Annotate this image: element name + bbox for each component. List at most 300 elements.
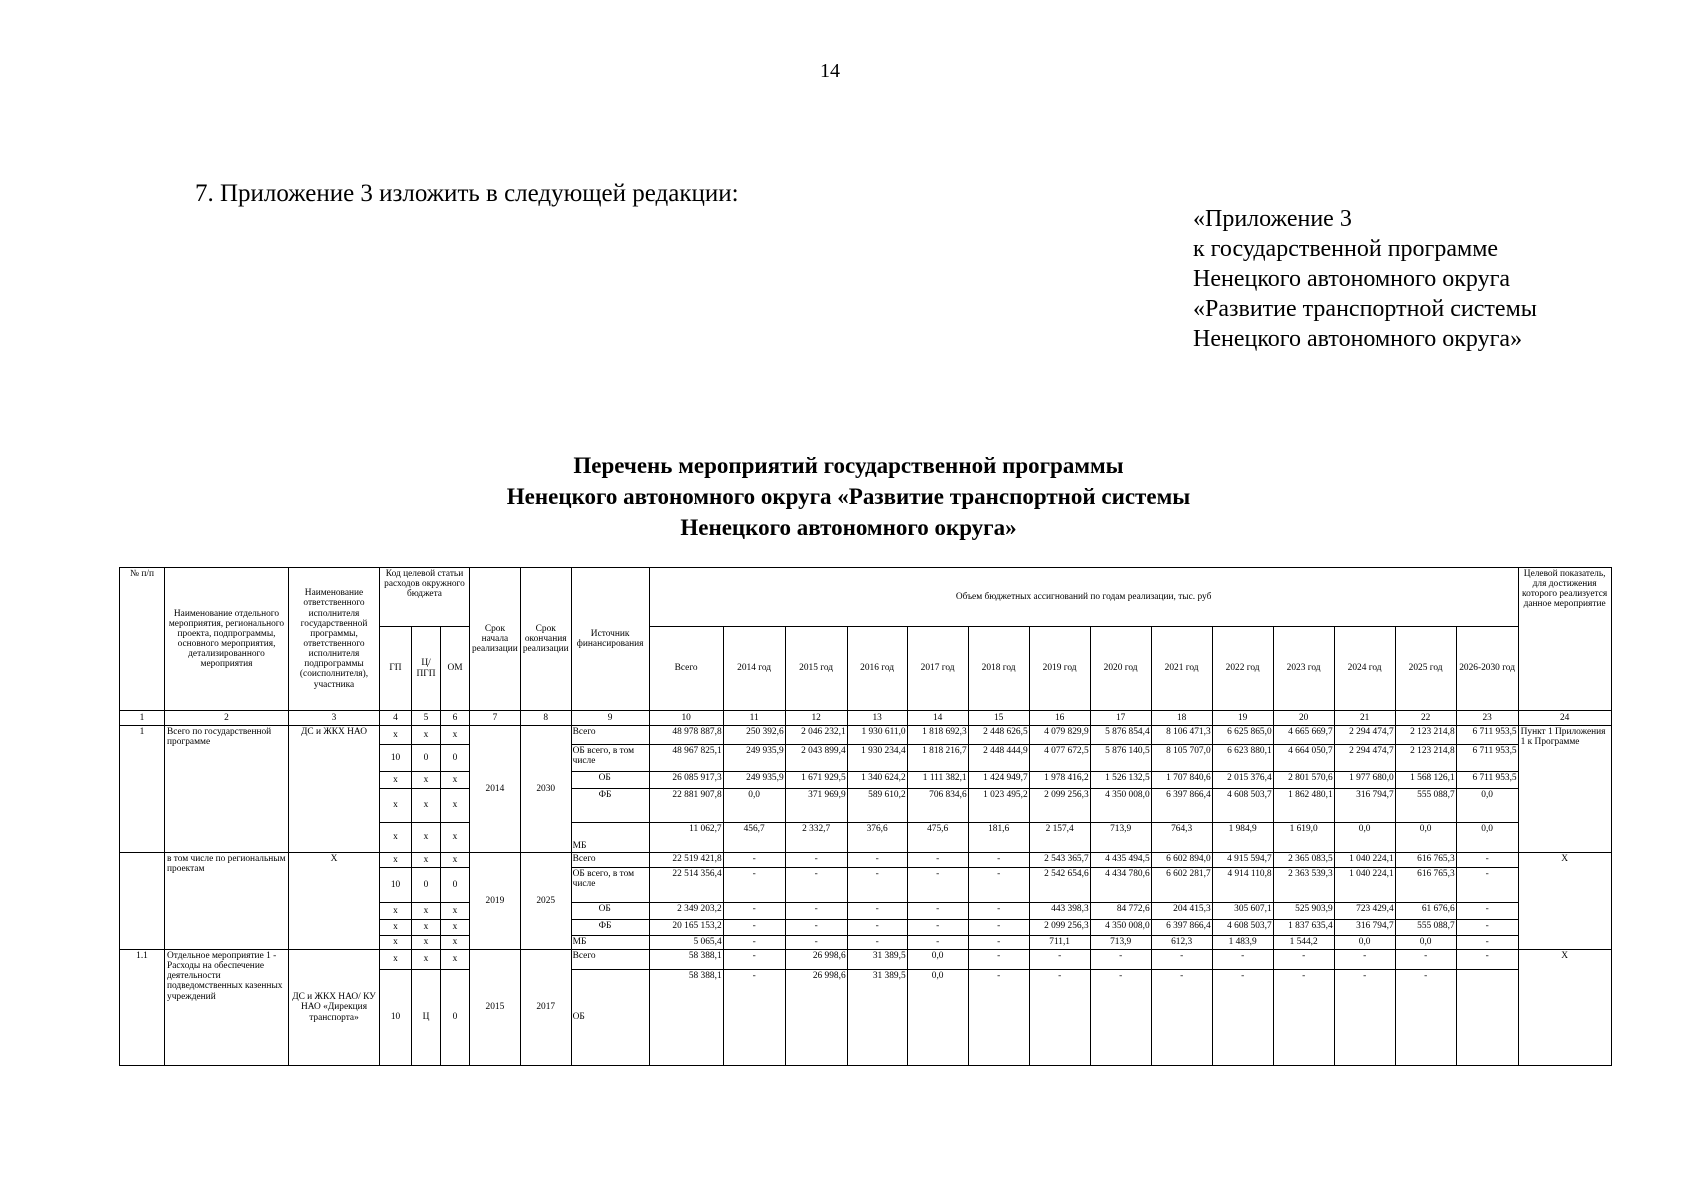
total-value-cell: 58 388,1 bbox=[649, 970, 723, 1066]
row-number-cell bbox=[120, 853, 165, 950]
code-gp-cell: 10 bbox=[380, 970, 412, 1066]
year-value-cell: 0,0 bbox=[907, 970, 968, 1066]
year-value-cell: - bbox=[1151, 970, 1212, 1066]
year-value-cell: - bbox=[968, 950, 1029, 970]
funding-source-cell bbox=[571, 868, 649, 903]
year-value-cell: 764,3 bbox=[1151, 823, 1212, 853]
code-cgp-cell: x bbox=[412, 950, 441, 970]
code-om-cell: x bbox=[441, 789, 470, 823]
year-value-cell: - bbox=[1273, 970, 1334, 1066]
year-value-cell: 0,0 bbox=[723, 789, 785, 823]
year-value-cell: 616 765,3 bbox=[1395, 853, 1456, 868]
year-value-cell: 305 607,1 bbox=[1212, 903, 1273, 920]
total-value-cell: 22 881 907,8 bbox=[649, 789, 723, 823]
column-number-cell: 8 bbox=[520, 711, 571, 726]
year-value-cell: - bbox=[1273, 950, 1334, 970]
header-start: Срок начала реализации bbox=[470, 568, 521, 711]
code-cgp-cell: x bbox=[412, 903, 441, 920]
year-value-cell: 2 542 654,6 bbox=[1029, 868, 1090, 903]
year-value-cell: - bbox=[968, 936, 1029, 950]
column-number-cell: 21 bbox=[1334, 711, 1395, 726]
year-value-cell: 1 040 224,1 bbox=[1334, 853, 1395, 868]
header-year: 2020 год bbox=[1090, 627, 1151, 711]
end-year-cell: 2017 bbox=[520, 950, 571, 1066]
funding-source-cell bbox=[571, 853, 649, 868]
header-year: 2025 год bbox=[1395, 627, 1456, 711]
year-value-cell: 4 434 780,6 bbox=[1090, 868, 1151, 903]
header-year: 2019 год bbox=[1029, 627, 1090, 711]
year-value-cell: 2 294 474,7 bbox=[1334, 745, 1395, 772]
year-value-cell: 1 930 611,0 bbox=[847, 726, 907, 745]
total-value-cell: 58 388,1 bbox=[649, 950, 723, 970]
year-value-cell: - bbox=[847, 903, 907, 920]
year-value-cell: - bbox=[968, 920, 1029, 936]
code-gp-cell: x bbox=[380, 920, 412, 936]
year-value-cell: - bbox=[1395, 970, 1456, 1066]
year-value-cell: - bbox=[847, 920, 907, 936]
year-value-cell: 1 568 126,1 bbox=[1395, 772, 1456, 789]
year-value-cell: 0,0 bbox=[907, 950, 968, 970]
code-cgp-cell: x bbox=[412, 823, 441, 853]
column-number-cell: 19 bbox=[1212, 711, 1273, 726]
total-value-cell: 26 085 917,3 bbox=[649, 772, 723, 789]
column-number-cell: 2 bbox=[165, 711, 289, 726]
year-value-cell: - bbox=[785, 920, 847, 936]
year-value-cell: 2 157,4 bbox=[1029, 823, 1090, 853]
year-value-cell: 6 602 281,7 bbox=[1151, 868, 1212, 903]
header-code: Код целевой статьи расходов окружного бюджета bbox=[380, 568, 470, 627]
column-number-cell: 3 bbox=[289, 711, 380, 726]
total-value-cell: 48 978 887,8 bbox=[649, 726, 723, 745]
total-value-cell: 2 349 203,2 bbox=[649, 903, 723, 920]
header-row bbox=[120, 568, 1612, 627]
total-value-cell: 22 519 421,8 bbox=[649, 853, 723, 868]
year-value-cell: - bbox=[1395, 950, 1456, 970]
code-gp-cell: x bbox=[380, 950, 412, 970]
header-gp: ГП bbox=[380, 627, 412, 711]
year-value-cell: - bbox=[847, 853, 907, 868]
column-number-cell: 17 bbox=[1090, 711, 1151, 726]
year-value-cell: 2 365 083,5 bbox=[1273, 853, 1334, 868]
year-value-cell: - bbox=[785, 903, 847, 920]
funding-source-label: ФБ bbox=[598, 790, 612, 800]
end-year-cell: 2025 bbox=[520, 853, 571, 950]
header-year: 2021 год bbox=[1151, 627, 1212, 711]
funding-source-label: ОБ bbox=[598, 904, 611, 914]
year-value-cell: 555 088,7 bbox=[1395, 789, 1456, 823]
funding-source-label: МБ bbox=[572, 937, 587, 947]
year-value-cell: 2 363 539,3 bbox=[1273, 868, 1334, 903]
code-cgp-cell: x bbox=[412, 936, 441, 950]
funding-source-label: ОБ bbox=[598, 773, 611, 783]
year-value-cell: - bbox=[1029, 950, 1090, 970]
funding-source-label: ФБ bbox=[598, 921, 612, 931]
year-value-cell: 525 903,9 bbox=[1273, 903, 1334, 920]
year-value-cell: - bbox=[723, 853, 785, 868]
year-value-cell: 0,0 bbox=[1395, 823, 1456, 853]
year-value-cell: 6 711 953,5 bbox=[1456, 726, 1518, 745]
header-volume: Объем бюджетных ассигнований по годам реализации, тыс. руб bbox=[649, 568, 1518, 627]
year-value-cell: - bbox=[968, 868, 1029, 903]
funding-source-label: Всего bbox=[572, 951, 596, 961]
year-value-cell: 1 023 495,2 bbox=[968, 789, 1029, 823]
executor-cell: ДС и ЖКХ НАО bbox=[289, 726, 380, 853]
code-om-cell: x bbox=[441, 920, 470, 936]
year-value-cell: - bbox=[723, 920, 785, 936]
code-om-cell: 0 bbox=[441, 745, 470, 772]
code-cgp-cell: x bbox=[412, 726, 441, 745]
year-value-cell: 2 448 444,9 bbox=[968, 745, 1029, 772]
program-measures-table bbox=[119, 567, 1612, 1066]
year-value-cell: - bbox=[785, 868, 847, 903]
funding-source-cell bbox=[571, 772, 649, 789]
year-value-cell: - bbox=[907, 936, 968, 950]
funding-source-label: Всего bbox=[572, 854, 596, 864]
code-gp-cell: x bbox=[380, 853, 412, 868]
year-value-cell: - bbox=[1456, 903, 1518, 920]
start-year-cell: 2014 bbox=[470, 726, 521, 853]
year-value-cell: 1 483,9 bbox=[1212, 936, 1273, 950]
code-gp-cell: x bbox=[380, 789, 412, 823]
year-value-cell: 6 602 894,0 bbox=[1151, 853, 1212, 868]
year-value-cell: 4 608 503,7 bbox=[1212, 920, 1273, 936]
year-value-cell: - bbox=[907, 903, 968, 920]
funding-source-cell bbox=[571, 823, 649, 853]
column-number-cell: 4 bbox=[380, 711, 412, 726]
header-end: Срок окончания реализации bbox=[520, 568, 571, 711]
start-year-cell: 2019 bbox=[470, 853, 521, 950]
funding-source-label: ОБ bbox=[572, 1012, 585, 1023]
year-value-cell: 475,6 bbox=[907, 823, 968, 853]
header-year: 2024 год bbox=[1334, 627, 1395, 711]
year-value-cell: - bbox=[723, 950, 785, 970]
header-source: Источник финансирования bbox=[571, 568, 649, 711]
funding-source-cell bbox=[571, 726, 649, 745]
code-cgp-cell: x bbox=[412, 853, 441, 868]
header-cgp: Ц/ПГП bbox=[412, 627, 441, 711]
year-value-cell: 376,6 bbox=[847, 823, 907, 853]
year-value-cell: 1 977 680,0 bbox=[1334, 772, 1395, 789]
year-value-cell: - bbox=[847, 936, 907, 950]
code-cgp-cell: Ц bbox=[412, 970, 441, 1066]
year-value-cell: - bbox=[907, 868, 968, 903]
year-value-cell: 1 671 929,5 bbox=[785, 772, 847, 789]
column-number-cell: 24 bbox=[1518, 711, 1611, 726]
column-numbers-row bbox=[120, 711, 1612, 726]
funding-source-cell bbox=[571, 936, 649, 950]
code-om-cell: x bbox=[441, 903, 470, 920]
code-gp-cell: x bbox=[380, 903, 412, 920]
year-value-cell: 6 625 865,0 bbox=[1212, 726, 1273, 745]
title-line: Ненецкого автономного округа» bbox=[680, 515, 1017, 540]
year-value-cell: - bbox=[1456, 920, 1518, 936]
table-row bbox=[120, 853, 1612, 868]
year-value-cell: - bbox=[968, 970, 1029, 1066]
year-value-cell: 711,1 bbox=[1029, 936, 1090, 950]
code-om-cell: x bbox=[441, 936, 470, 950]
year-value-cell: 713,9 bbox=[1090, 823, 1151, 853]
year-value-cell: 250 392,6 bbox=[723, 726, 785, 745]
year-value-cell: 2 332,7 bbox=[785, 823, 847, 853]
year-value-cell: 1 111 382,1 bbox=[907, 772, 968, 789]
code-om-cell: 0 bbox=[441, 868, 470, 903]
funding-source-label: ОБ всего, в том числе bbox=[572, 869, 635, 890]
code-om-cell: x bbox=[441, 726, 470, 745]
year-value-cell: - bbox=[1090, 950, 1151, 970]
year-value-cell: 2 099 256,3 bbox=[1029, 789, 1090, 823]
year-value-cell: - bbox=[1334, 950, 1395, 970]
year-value-cell: 2 543 365,7 bbox=[1029, 853, 1090, 868]
year-value-cell: 8 106 471,3 bbox=[1151, 726, 1212, 745]
year-value-cell: 181,6 bbox=[968, 823, 1029, 853]
year-value-cell: 1 544,2 bbox=[1273, 936, 1334, 950]
funding-source-label: МБ bbox=[572, 840, 587, 851]
year-value-cell: 1 619,0 bbox=[1273, 823, 1334, 853]
year-value-cell: - bbox=[785, 853, 847, 868]
code-cgp-cell: x bbox=[412, 789, 441, 823]
year-value-cell: 249 935,9 bbox=[723, 772, 785, 789]
year-value-cell: 2 046 232,1 bbox=[785, 726, 847, 745]
year-value-cell: - bbox=[1151, 950, 1212, 970]
header-year: 2018 год bbox=[968, 627, 1029, 711]
year-value-cell bbox=[1456, 970, 1518, 1066]
year-value-cell: 0,0 bbox=[1456, 823, 1518, 853]
appendix-header-line: Ненецкого автономного округа» bbox=[1193, 326, 1523, 352]
year-value-cell: - bbox=[1212, 950, 1273, 970]
header-year: 2015 год bbox=[785, 627, 847, 711]
year-value-cell: 5 876 854,4 bbox=[1090, 726, 1151, 745]
column-number-cell: 13 bbox=[847, 711, 907, 726]
column-number-cell: 14 bbox=[907, 711, 968, 726]
code-gp-cell: x bbox=[380, 726, 412, 745]
year-value-cell: - bbox=[723, 868, 785, 903]
year-value-cell: 6 711 953,5 bbox=[1456, 745, 1518, 772]
column-number-cell: 7 bbox=[470, 711, 521, 726]
year-value-cell: 4 079 829,9 bbox=[1029, 726, 1090, 745]
year-value-cell: 371 969,9 bbox=[785, 789, 847, 823]
header-year: 2023 год bbox=[1273, 627, 1334, 711]
year-value-cell: 6 623 880,1 bbox=[1212, 745, 1273, 772]
year-value-cell: - bbox=[968, 853, 1029, 868]
code-cgp-cell: 0 bbox=[412, 868, 441, 903]
funding-source-cell bbox=[571, 950, 649, 970]
target-indicator-cell: X bbox=[1518, 853, 1611, 950]
column-number-cell: 16 bbox=[1029, 711, 1090, 726]
year-value-cell: 5 876 140,5 bbox=[1090, 745, 1151, 772]
year-value-cell: 1 837 635,4 bbox=[1273, 920, 1334, 936]
column-number-cell: 11 bbox=[723, 711, 785, 726]
table-row bbox=[120, 950, 1612, 970]
year-value-cell: 26 998,6 bbox=[785, 970, 847, 1066]
header-om: ОМ bbox=[441, 627, 470, 711]
year-value-cell: 6 397 866,4 bbox=[1151, 789, 1212, 823]
year-value-cell: 316 794,7 bbox=[1334, 789, 1395, 823]
year-value-cell: - bbox=[723, 970, 785, 1066]
column-number-cell: 18 bbox=[1151, 711, 1212, 726]
year-value-cell: 2 123 214,8 bbox=[1395, 745, 1456, 772]
year-value-cell: - bbox=[1090, 970, 1151, 1066]
column-number-cell: 23 bbox=[1456, 711, 1518, 726]
table-row bbox=[120, 726, 1612, 745]
total-value-cell: 22 514 356,4 bbox=[649, 868, 723, 903]
column-number-cell: 1 bbox=[120, 711, 165, 726]
measure-name-cell: в том числе по региональным проектам bbox=[165, 853, 289, 950]
header-year: 2026-2030 год bbox=[1456, 627, 1518, 711]
appendix-header-line: Ненецкого автономного округа bbox=[1193, 266, 1511, 292]
document-title bbox=[0, 450, 1697, 543]
year-value-cell: 555 088,7 bbox=[1395, 920, 1456, 936]
executor-cell: ДС и ЖКХ НАО/ КУ НАО «Дирекция транспорта» bbox=[289, 950, 380, 1066]
funding-source-label: ОБ всего, в том числе bbox=[572, 746, 635, 767]
code-gp-cell: x bbox=[380, 936, 412, 950]
year-value-cell: 2 123 214,8 bbox=[1395, 726, 1456, 745]
year-value-cell: 6 711 953,5 bbox=[1456, 772, 1518, 789]
column-number-cell: 20 bbox=[1273, 711, 1334, 726]
code-gp-cell: x bbox=[380, 772, 412, 789]
year-value-cell: 2 294 474,7 bbox=[1334, 726, 1395, 745]
row-number-cell: 1 bbox=[120, 726, 165, 853]
year-value-cell: 4 664 050,7 bbox=[1273, 745, 1334, 772]
column-number-cell: 10 bbox=[649, 711, 723, 726]
header-target: Целевой показатель, для достижения которого реализуется данное мероприятие bbox=[1518, 568, 1611, 711]
year-value-cell: - bbox=[1212, 970, 1273, 1066]
year-value-cell: 4 077 672,5 bbox=[1029, 745, 1090, 772]
year-value-cell: - bbox=[785, 936, 847, 950]
year-value-cell: 6 397 866,4 bbox=[1151, 920, 1212, 936]
header-year: 2017 год bbox=[907, 627, 968, 711]
year-value-cell: 0,0 bbox=[1456, 789, 1518, 823]
code-cgp-cell: x bbox=[412, 772, 441, 789]
year-value-cell: 4 915 594,7 bbox=[1212, 853, 1273, 868]
header-executor: Наименование ответственного исполнителя государственной программы, ответственного исполнителя подпрограммы (соисполнителя), участника bbox=[289, 568, 380, 711]
funding-source-cell bbox=[571, 903, 649, 920]
row-number-cell: 1.1 bbox=[120, 950, 165, 1066]
total-value-cell: 48 967 825,1 bbox=[649, 745, 723, 772]
column-number-cell: 15 bbox=[968, 711, 1029, 726]
year-value-cell: 1 818 216,7 bbox=[907, 745, 968, 772]
year-value-cell: 0,0 bbox=[1334, 936, 1395, 950]
code-om-cell: x bbox=[441, 853, 470, 868]
column-number-cell: 6 bbox=[441, 711, 470, 726]
year-value-cell: 4 350 008,0 bbox=[1090, 920, 1151, 936]
header-num: № п/п bbox=[120, 568, 165, 711]
year-value-cell: 443 398,3 bbox=[1029, 903, 1090, 920]
year-value-cell: 706 834,6 bbox=[907, 789, 968, 823]
code-cgp-cell: x bbox=[412, 920, 441, 936]
year-value-cell: 4 350 008,0 bbox=[1090, 789, 1151, 823]
year-value-cell: 1 424 949,7 bbox=[968, 772, 1029, 789]
year-value-cell: 316 794,7 bbox=[1334, 920, 1395, 936]
code-gp-cell: 10 bbox=[380, 868, 412, 903]
year-value-cell: 616 765,3 bbox=[1395, 868, 1456, 903]
year-value-cell: 26 998,6 bbox=[785, 950, 847, 970]
start-year-cell: 2015 bbox=[470, 950, 521, 1066]
appendix-header-line: к государственной программе bbox=[1193, 236, 1499, 262]
column-number-cell: 22 bbox=[1395, 711, 1456, 726]
funding-source-cell bbox=[571, 789, 649, 823]
total-value-cell: 11 062,7 bbox=[649, 823, 723, 853]
target-indicator-cell: Пункт 1 Приложения 1 к Программе bbox=[1518, 726, 1611, 853]
end-year-cell: 2030 bbox=[520, 726, 571, 853]
column-number-cell: 5 bbox=[412, 711, 441, 726]
year-value-cell: 61 676,6 bbox=[1395, 903, 1456, 920]
year-value-cell: 1 978 416,2 bbox=[1029, 772, 1090, 789]
year-value-cell: - bbox=[907, 920, 968, 936]
year-value-cell: - bbox=[968, 903, 1029, 920]
year-value-cell: - bbox=[907, 853, 968, 868]
code-om-cell: x bbox=[441, 950, 470, 970]
year-value-cell: - bbox=[1456, 868, 1518, 903]
year-value-cell: 1 862 480,1 bbox=[1273, 789, 1334, 823]
year-value-cell: 612,3 bbox=[1151, 936, 1212, 950]
code-om-cell: 0 bbox=[441, 970, 470, 1066]
year-value-cell: 1 930 234,4 bbox=[847, 745, 907, 772]
year-value-cell: - bbox=[1029, 970, 1090, 1066]
measure-name-cell: Всего по государственной программе bbox=[165, 726, 289, 853]
year-value-cell: 456,7 bbox=[723, 823, 785, 853]
table-body bbox=[120, 568, 1612, 1066]
column-number-cell: 12 bbox=[785, 711, 847, 726]
year-value-cell: 2 099 256,3 bbox=[1029, 920, 1090, 936]
year-value-cell: 2 015 376,4 bbox=[1212, 772, 1273, 789]
year-value-cell: - bbox=[1456, 950, 1518, 970]
code-om-cell: x bbox=[441, 823, 470, 853]
year-value-cell: 1 818 692,3 bbox=[907, 726, 968, 745]
header-total: Всего bbox=[649, 627, 723, 711]
header-name: Наименование отдельного мероприятия, регионального проекта, подпрограммы, основного мероприятия, детализированного мероприятия bbox=[165, 568, 289, 711]
year-value-cell: 1 040 224,1 bbox=[1334, 868, 1395, 903]
year-value-cell: 31 389,5 bbox=[847, 950, 907, 970]
year-value-cell: - bbox=[1334, 970, 1395, 1066]
year-value-cell: 84 772,6 bbox=[1090, 903, 1151, 920]
funding-source-cell bbox=[571, 970, 649, 1066]
year-value-cell: 2 801 570,6 bbox=[1273, 772, 1334, 789]
year-value-cell: 31 389,5 bbox=[847, 970, 907, 1066]
target-indicator-cell: X bbox=[1518, 950, 1611, 1066]
header-year: 2022 год bbox=[1212, 627, 1273, 711]
year-value-cell: 1 984,9 bbox=[1212, 823, 1273, 853]
year-value-cell: 723 429,4 bbox=[1334, 903, 1395, 920]
intro-text: 7. Приложение 3 изложить в следующей редакции: bbox=[195, 180, 739, 207]
year-value-cell: - bbox=[847, 868, 907, 903]
year-value-cell: - bbox=[1456, 853, 1518, 868]
code-cgp-cell: 0 bbox=[412, 745, 441, 772]
year-value-cell: - bbox=[723, 936, 785, 950]
year-value-cell: 713,9 bbox=[1090, 936, 1151, 950]
year-value-cell: 4 665 669,7 bbox=[1273, 726, 1334, 745]
total-value-cell: 5 065,4 bbox=[649, 936, 723, 950]
appendix-header-line: «Приложение 3 bbox=[1193, 206, 1352, 232]
appendix-header-line: «Развитие транспортной системы bbox=[1193, 296, 1537, 322]
page-number: 14 bbox=[820, 60, 840, 82]
year-value-cell: 2 448 626,5 bbox=[968, 726, 1029, 745]
total-value-cell: 20 165 153,2 bbox=[649, 920, 723, 936]
year-value-cell: 1 707 840,6 bbox=[1151, 772, 1212, 789]
funding-source-cell bbox=[571, 920, 649, 936]
year-value-cell: 2 043 899,4 bbox=[785, 745, 847, 772]
code-om-cell: x bbox=[441, 772, 470, 789]
code-gp-cell: x bbox=[380, 823, 412, 853]
title-line: Перечень мероприятий государственной программы bbox=[573, 453, 1124, 478]
year-value-cell: 204 415,3 bbox=[1151, 903, 1212, 920]
year-value-cell: 589 610,2 bbox=[847, 789, 907, 823]
year-value-cell: 4 914 110,8 bbox=[1212, 868, 1273, 903]
funding-source-label: Всего bbox=[572, 727, 596, 737]
header-year: 2014 год bbox=[723, 627, 785, 711]
title-line: Ненецкого автономного округа «Развитие транспортной системы bbox=[506, 484, 1191, 509]
year-value-cell: 0,0 bbox=[1334, 823, 1395, 853]
year-value-cell: 1 526 132,5 bbox=[1090, 772, 1151, 789]
